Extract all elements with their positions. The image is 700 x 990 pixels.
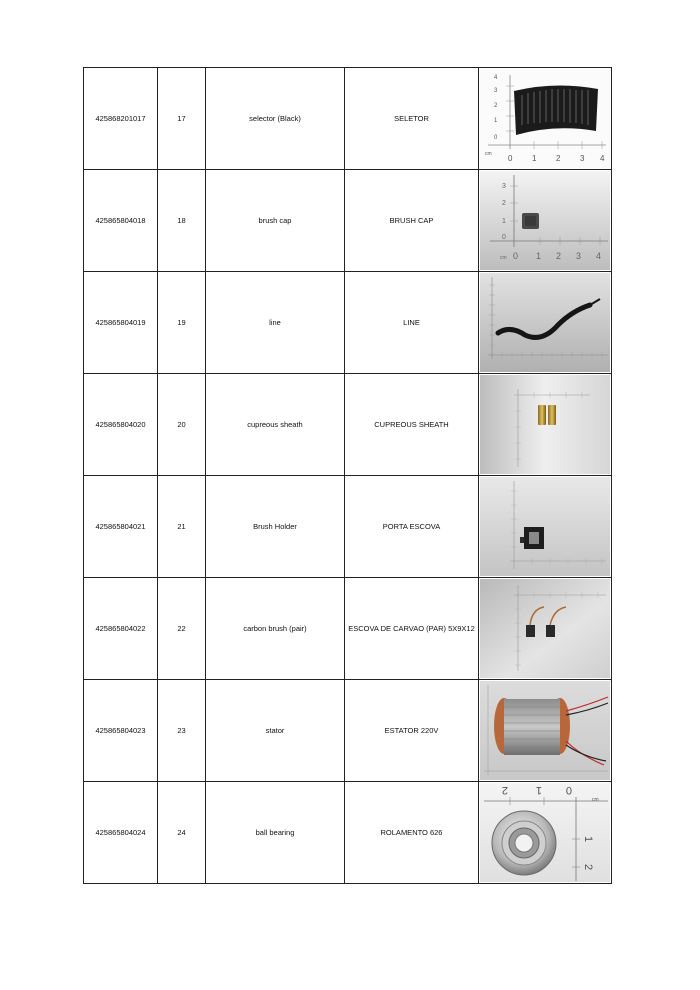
ruler-label: 3: [494, 88, 498, 94]
ruler-label: 1: [532, 154, 537, 163]
ruler-label: 0: [565, 784, 572, 796]
item-number: 17: [158, 68, 206, 170]
part-code: 425865804018: [84, 170, 158, 272]
ruler-label: 4: [596, 251, 602, 261]
part-name-english: cupreous sheath: [206, 374, 345, 476]
item-number: 24: [158, 782, 206, 884]
part-name-portuguese: ESTATOR 220V: [345, 680, 479, 782]
part-name-portuguese: ROLAMENTO 626: [345, 782, 479, 884]
part-name-english: stator: [206, 680, 345, 782]
ruler-label: 3: [580, 154, 585, 163]
ruler-label: 4: [600, 154, 605, 163]
part-image-cell: [479, 170, 612, 272]
part-image-cell: [479, 68, 612, 170]
part-name-portuguese: BRUSH CAP: [345, 170, 479, 272]
table-row: [84, 374, 612, 476]
part-name-portuguese: SELETOR: [345, 68, 479, 170]
table-row: [84, 272, 612, 374]
part-image-cell: [479, 578, 612, 680]
ruler-label: 3: [502, 183, 506, 190]
part-code: 425865804023: [84, 680, 158, 782]
ruler-label: 2: [556, 154, 561, 163]
item-number: 20: [158, 374, 206, 476]
part-name-portuguese: LINE: [345, 272, 479, 374]
ruler-label: 1: [502, 218, 506, 225]
ruler-label: 0: [513, 251, 519, 261]
ball-bearing-photo: [480, 783, 610, 882]
ruler-unit: cm: [592, 797, 599, 803]
ruler-label: 0: [502, 234, 506, 241]
part-name-english: Brush Holder: [206, 476, 345, 578]
table-row: [84, 476, 612, 578]
part-image-cell: [479, 782, 612, 884]
part-name-portuguese: PORTA ESCOVA: [345, 476, 479, 578]
ruler-label: 0: [508, 154, 513, 163]
ruler-label: 2: [502, 200, 506, 207]
table-row: [84, 170, 612, 272]
part-name-english: brush cap: [206, 170, 345, 272]
ruler-label: 2: [556, 251, 562, 261]
part-name-portuguese: ESCOVA DE CARVAO (PAR) 5X9X12: [345, 578, 479, 680]
ruler-label: 1: [536, 251, 542, 261]
brush-cap-photo: [480, 171, 610, 270]
item-number: 21: [158, 476, 206, 578]
table-row: [84, 680, 612, 782]
item-number: 22: [158, 578, 206, 680]
ruler-unit: cm: [485, 151, 492, 157]
ruler-label: 0: [494, 135, 498, 141]
table-row: [84, 782, 612, 884]
part-code: 425865804019: [84, 272, 158, 374]
item-number: 18: [158, 170, 206, 272]
ruler-label: 1: [582, 836, 594, 843]
ruler-label: 2: [494, 103, 498, 109]
ruler-label: 2: [582, 864, 594, 871]
part-name-english: ball bearing: [206, 782, 345, 884]
item-number: 19: [158, 272, 206, 374]
table-row: [84, 68, 612, 170]
carbon-brush-photo: [480, 579, 610, 678]
ruler-label: 4: [494, 75, 498, 81]
part-name-english: carbon brush (pair): [206, 578, 345, 680]
part-image-cell: [479, 374, 612, 476]
part-image-cell: [479, 680, 612, 782]
item-number: 23: [158, 680, 206, 782]
ruler-label: 2: [501, 784, 508, 796]
parts-table: [83, 67, 612, 884]
part-code: 425865804020: [84, 374, 158, 476]
stator-photo: [480, 681, 610, 780]
part-image-cell: [479, 272, 612, 374]
part-image-cell: [479, 476, 612, 578]
ruler-label: 1: [535, 784, 542, 796]
part-code: 425865804022: [84, 578, 158, 680]
line-photo: [480, 273, 610, 372]
ruler-label: 1: [494, 118, 498, 124]
part-code: 425868201017: [84, 68, 158, 170]
part-code: 425865804024: [84, 782, 158, 884]
selector-photo: [480, 69, 610, 168]
table-row: [84, 578, 612, 680]
ruler-label: 3: [576, 251, 582, 261]
part-name-english: selector (Black): [206, 68, 345, 170]
part-name-portuguese: CUPREOUS SHEATH: [345, 374, 479, 476]
part-name-english: line: [206, 272, 345, 374]
ruler-unit: cm: [500, 255, 507, 261]
cupreous-sheath-photo: [480, 375, 610, 474]
part-code: 425865804021: [84, 476, 158, 578]
brush-holder-photo: [480, 477, 610, 576]
